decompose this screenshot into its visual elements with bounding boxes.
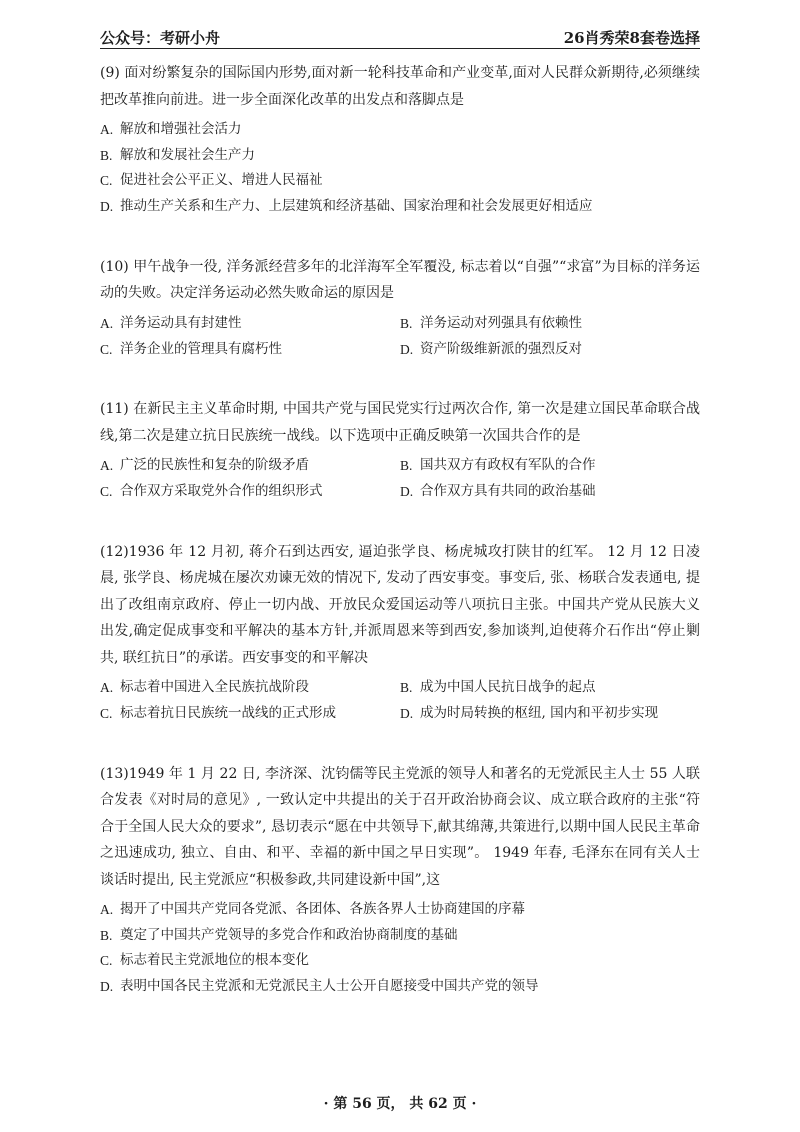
question-10 — [100, 254, 700, 362]
option-b — [100, 923, 700, 949]
option-text: 表明中国各民主党派和无党派民主人士公开自愿接受中国共产党的领导 — [120, 978, 539, 995]
option-label: D. — [100, 199, 114, 215]
option-b — [100, 143, 700, 169]
option-label: A. — [100, 122, 114, 137]
option-label: D. — [400, 483, 414, 499]
option-label: A. — [100, 902, 114, 918]
option-text: 成为时局转换的枢纽, 国内和平初步实现 — [420, 704, 659, 721]
option-text: 合作双方具有共同的政治基础 — [420, 482, 596, 499]
option-a — [100, 311, 400, 337]
question-9 — [100, 60, 700, 220]
option-label: B. — [400, 458, 413, 474]
question-13 — [100, 761, 700, 1000]
option-text: 解放和增强社会活力 — [120, 121, 242, 137]
option-b — [400, 311, 700, 337]
option-d — [100, 194, 700, 220]
header-account-name: 公众号：考研小舟 — [100, 29, 221, 47]
option-c — [100, 948, 700, 974]
option-text: 促进社会公平正义、增进人民福祉 — [120, 172, 323, 189]
option-text: 标志着中国进入全民族抗战阶段 — [120, 679, 309, 696]
page-header — [100, 27, 700, 49]
option-a — [100, 897, 700, 923]
option-label: C. — [100, 173, 113, 189]
option-label: D. — [400, 341, 414, 357]
question-stem: (13)1949 年 1 月 22 日, 李济深、沈钧儒等民主党派的领导人和著名的无党派民主人士 55 人联合发表《对时局的意见》, 一致认定中共提出的关于召开政治协商会议、成立联合政府的主张“符合于全国人民大众的要求”, 恳切表示“愿在中共领导下,献其绵薄,共策进行,以期中国人民民主革命之迅速成功, 独立、自由、和平、幸福的新中国之早日实现”。 1949 年春, 毛泽东在同有关人士谈话时提出, 民主党派应“积极参政,共同建设新中国”,这 — [100, 765, 700, 888]
option-label: B. — [400, 315, 413, 331]
option-text: 广泛的民族性和复杂的阶级矛盾 — [120, 457, 309, 474]
option-b — [400, 675, 700, 701]
option-text: 揭开了中国共产党同各党派、各团体、各族各界人士协商建国的序幕 — [120, 901, 525, 918]
option-d — [100, 974, 700, 1000]
option-label: C. — [100, 483, 113, 499]
option-label: B. — [400, 680, 413, 696]
option-a — [100, 117, 700, 143]
option-b — [400, 453, 700, 479]
question-stem: (10) 甲午战争一役, 洋务派经营多年的北洋海军全军覆没, 标志着以“自强”“求富”为目标的洋务运动的失败。决定洋务运动必然失败命运的原因是 — [100, 258, 700, 302]
question-11 — [100, 396, 700, 504]
option-text: 洋务运动对列强具有依赖性 — [420, 314, 582, 331]
header-document-title: 26肖秀荣8套卷选择 — [563, 29, 700, 47]
option-c — [100, 337, 400, 363]
option-label: D. — [100, 979, 114, 995]
option-text: 国共双方有政权有军队的合作 — [420, 457, 596, 474]
option-text: 成为中国人民抗日战争的起点 — [420, 679, 596, 696]
option-a — [100, 453, 400, 479]
option-label: B. — [100, 927, 113, 943]
option-d — [400, 479, 700, 505]
option-a — [100, 675, 400, 701]
option-text: 标志着民主党派地位的根本变化 — [120, 952, 309, 969]
option-text: 推动生产关系和生产力、上层建筑和经济基础、国家治理和社会发展更好相适应 — [120, 198, 593, 215]
option-d — [400, 701, 700, 727]
option-label: D. — [400, 705, 414, 721]
option-label: A. — [100, 458, 114, 474]
question-12 — [100, 539, 700, 727]
option-label: B. — [100, 147, 113, 163]
option-label: C. — [100, 953, 113, 969]
option-text: 洋务企业的管理具有腐朽性 — [120, 340, 282, 357]
option-list — [100, 675, 700, 726]
option-list — [100, 311, 700, 362]
option-list — [100, 897, 700, 1000]
option-list — [100, 453, 700, 504]
option-text: 解放和发展社会生产力 — [120, 146, 255, 163]
option-label: A. — [100, 315, 114, 331]
option-list — [100, 117, 700, 220]
option-label: C. — [100, 341, 113, 357]
question-content — [100, 60, 700, 1034]
option-label: C. — [100, 705, 113, 721]
option-c — [100, 168, 700, 194]
option-text: 奠定了中国共产党领导的多党合作和政治协商制度的基础 — [120, 926, 458, 943]
page-number: · 第 56 页， 共 62 页 · — [323, 1096, 477, 1112]
question-stem: (11) 在新民主主义革命时期, 中国共产党与国民党实行过两次合作, 第一次是建立国民革命联合战线,第二次是建立抗日民族统一战线。以下选项中正确反映第一次国共合作的是 — [100, 401, 700, 444]
question-stem: (9) 面对纷繁复杂的国际国内形势,面对新一轮科技革命和产业变革,面对人民群众新期待,必须继续把改革推向前进。进一步全面深化改革的出发点和落脚点是 — [100, 65, 700, 108]
option-text: 洋务运动具有封建性 — [120, 314, 242, 331]
option-text: 资产阶级维新派的强烈反对 — [420, 340, 582, 357]
option-text: 标志着抗日民族统一战线的正式形成 — [120, 704, 336, 721]
option-c — [100, 701, 400, 727]
option-d — [400, 337, 700, 363]
option-text: 合作双方采取党外合作的组织形式 — [120, 482, 323, 499]
option-c — [100, 479, 400, 505]
option-label: A. — [100, 680, 114, 696]
question-stem: (12)1936 年 12 月初, 蒋介石到达西安, 逼迫张学良、杨虎城攻打陕甘的红军。 12 月 12 日凌晨, 张学良、杨虎城在屡次劝谏无效的情况下, 发动了西安事变。事变后, 张、杨联合发表通电, 提出了改组南京政府、停止一切内战、开放民众爱国运动等八项抗日主张。中国共产党从民族大义出发,确定促成事变和平解决的基本方针,并派周恩来等到西安,参加谈判,迫使蒋介石作出“停止剿共, 联红抗日”的承诺。西安事变的和平解决 — [100, 543, 700, 666]
